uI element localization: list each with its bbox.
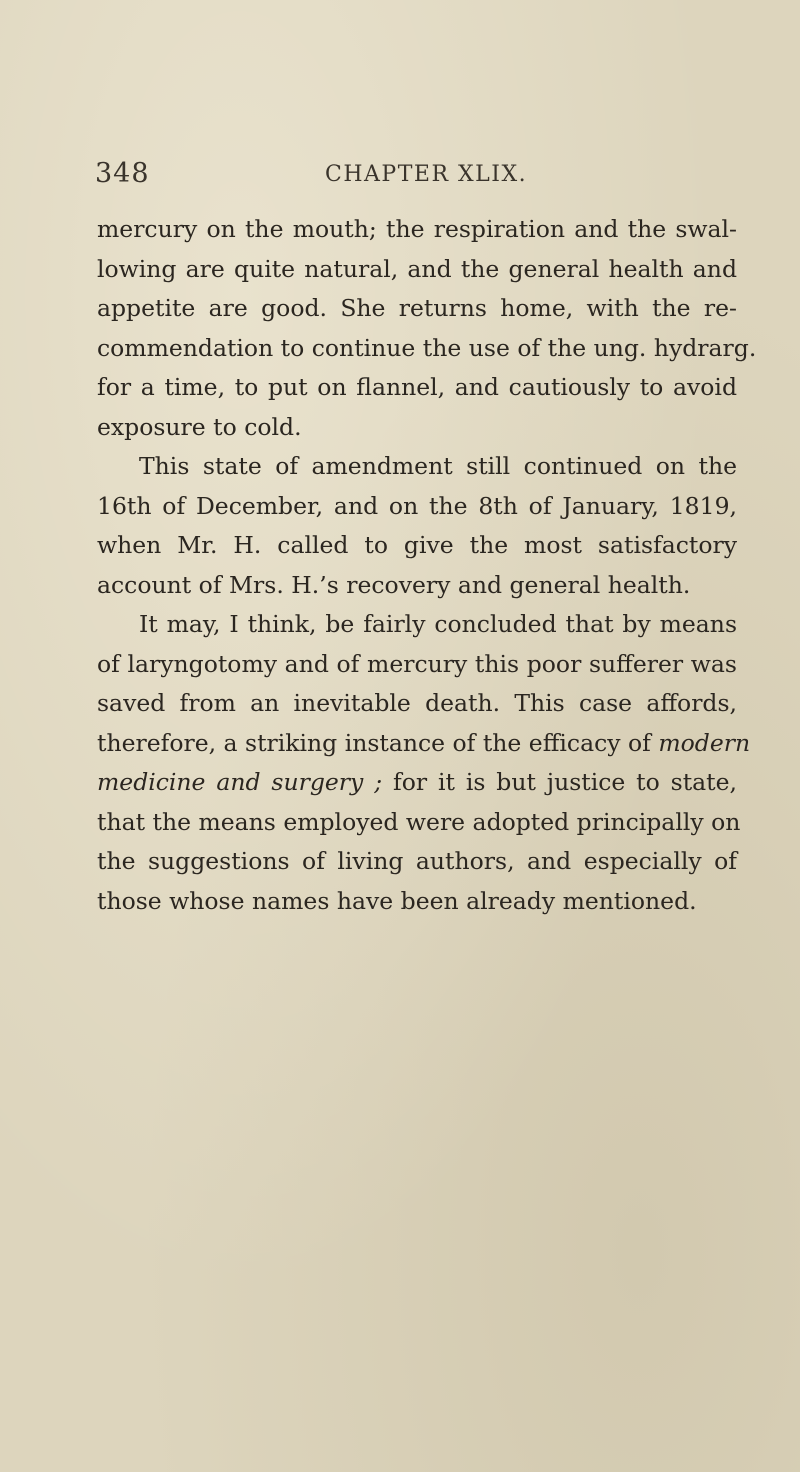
paragraph-1 [97,210,757,447]
text-line [97,724,751,764]
text-line [97,763,737,803]
text-line: saved from an inevitable death. This case affords, [97,689,737,717]
text-line: 16th of December, and on the 8th of January, 1819, [97,491,737,520]
italic-text: modern [658,728,751,757]
text-segment: therefore, a striking instance of the efficacy of [97,728,651,757]
text-line: commendation to continue the use of the ung. hydrarg. [97,333,757,362]
text-line: mercury on the mouth; the respiration and the swal- [97,215,737,243]
text-line: It may, I think, be fairly concluded that by means [139,610,737,638]
italic-text: medicine and surgery ; [97,768,383,796]
text-line: that the means employed were adopted principally on [97,807,741,836]
body-text [97,210,757,921]
text-line: for a time, to put on flannel, and cautiously to avoid [97,373,737,401]
text-line: of laryngotomy and of mercury this poor sufferer was [97,649,737,678]
paragraph-3 [97,605,751,921]
paragraph-2 [97,447,737,605]
text-line: appetite are good. She returns home, with the re- [97,294,737,322]
text-line: the suggestions of living authors, and especially of [97,847,737,875]
text-segment: for it is but justice to state, [393,768,737,796]
text-line: exposure to cold. [97,412,302,441]
page-number: 348 [95,158,150,189]
text-line: those whose names have been already mentioned. [97,886,697,915]
text-line: lowing are quite natural, and the general health and [97,254,737,283]
text-line: when Mr. H. called to give the most satisfactory [97,531,737,559]
text-line: This state of amendment still continued on the [139,452,737,480]
text-line: account of Mrs. H.’s recovery and general health. [97,570,691,599]
chapter-title: CHAPTER XLIX. [325,162,528,187]
running-head [95,158,735,194]
